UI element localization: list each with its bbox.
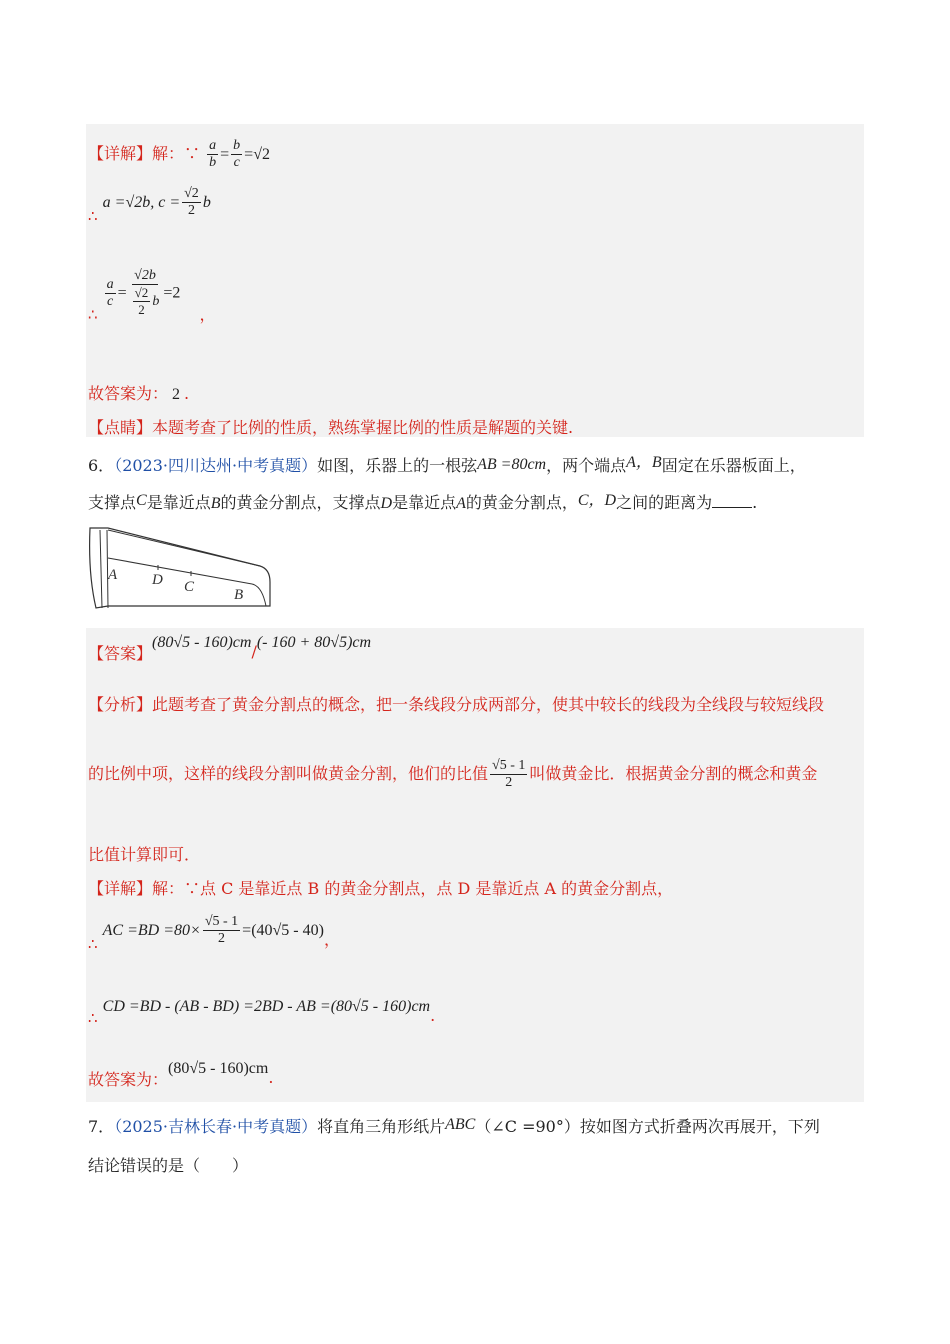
therefore-symbol: ∴ (88, 305, 98, 324)
label-c: C (184, 579, 195, 595)
q5-point-tag: 【点睛】 (88, 418, 153, 437)
q6-final-line (88, 1058, 273, 1090)
q5-eq1-rhs: =√2 (244, 146, 270, 163)
q5-eq3-rhs: =2 (163, 284, 181, 302)
q7-angle: （∠C =90°） (475, 1117, 580, 1136)
q7-text2: 按如图方式折叠两次再展开，下列 (579, 1117, 820, 1136)
q5-answer-prefix: 故答案为： (88, 384, 169, 403)
instrument-string-figure (84, 524, 276, 612)
golden-ratio-fraction: $\frac{√5 - 1}{2}$ (492, 758, 526, 790)
therefore-symbol: ∴ (88, 1009, 98, 1027)
q6-analysis2a: 的比例中项，这样的线段分割叫做黄金分割，他们的比值 (88, 764, 489, 783)
q5-point-text: 本题考查了比例的性质，熟练掌握比例的性质是解题的关键. (152, 418, 574, 437)
q6-eq2-line (88, 996, 435, 1027)
point-d: D (380, 495, 393, 512)
q5-detail-start: 解： (152, 144, 185, 163)
q7-text1: 将直角三角形纸片 (317, 1117, 446, 1136)
q6-text2: ，两个端点 (546, 456, 627, 475)
q6-eq1-lhs: AC =BD =80× (102, 922, 201, 939)
q6-line2-c: 的黄金分割点，支撑点 (220, 493, 381, 512)
q6-final-value: (80√5 - 160)cm (168, 1060, 269, 1077)
q6-answer-sep: / (251, 642, 257, 661)
q5-answer-end: . (184, 384, 190, 403)
q6-eq2-end: . (430, 1006, 436, 1025)
fraction-a-over-c: $\frac{a}{c}$ (106, 276, 114, 309)
q6-detail-line (88, 876, 673, 899)
label-d: D (152, 572, 163, 588)
therefore-symbol: ∴ (88, 207, 98, 225)
q6-final-end: . (268, 1068, 274, 1087)
fraction-a-over-b: $\frac{a}{b}$ (209, 138, 217, 170)
string-ab (108, 558, 252, 584)
q6-analysis-tag: 【分析】 (88, 695, 153, 714)
point-b: B (210, 495, 221, 512)
q5-answer-line (88, 381, 189, 404)
q5-answer-value: 2 (172, 386, 181, 403)
instrument-inner-edge-1 (100, 530, 102, 608)
q6-number: 6． (88, 456, 115, 475)
q7-stem-line2 (88, 1153, 248, 1176)
q5-eq2-a: a =√2b, c = (102, 194, 181, 211)
q6-eq1-line (88, 914, 340, 953)
q5-complex-fraction: √2b $\frac{√2}{2}$ b (134, 268, 160, 317)
instrument-top-line (108, 530, 260, 566)
q6-line2-a: 支撑点 (88, 493, 137, 512)
q6-answer-expr2: (- 160 + 80√5)cm (256, 634, 372, 651)
instrument-end-curve (252, 584, 266, 606)
q6-analysis-line1 (88, 692, 824, 715)
q6-ab-eq: AB =80cm (477, 456, 547, 473)
q6-analysis1: 此题考查了黄金分割点的概念，把一条线段分成两部分，使其中较长的线段为全线段与较短线段 (152, 695, 825, 714)
q5-eq3-comma: ， (199, 304, 216, 324)
q7-line2: 结论错误的是（ ） (88, 1156, 249, 1175)
q6-line2-e: 的黄金分割点， (465, 493, 578, 512)
point-c: C (136, 492, 147, 509)
q6-line2-end: . (752, 493, 758, 512)
q6-source: （2023·四川达州·中考真题） (114, 456, 318, 475)
q6-stem-line2 (88, 487, 757, 513)
q6-analysis-line2 (88, 758, 817, 791)
q6-analysis3: 比值计算即可． (88, 845, 201, 864)
point-a: A (456, 495, 466, 512)
q6-answer-line (88, 632, 371, 664)
q5-eq2-line (88, 186, 211, 225)
q5-eq3-line: ∴ $\frac{a}{c}$ = √2b $\frac{√2}{2}$ b =2 ， (88, 268, 216, 324)
q6-analysis2b: 叫做黄金比．根据黄金分割的概念和黄金 (529, 764, 818, 783)
q6-final-prefix: 故答案为： (88, 1070, 169, 1089)
q6-line2-f: 之间的距离为 (616, 493, 713, 512)
because-symbol: ∵ (184, 144, 201, 163)
q7-number: 7． (88, 1117, 115, 1136)
q6-points-ab: A，B (626, 454, 662, 471)
q7-abc: ABC (445, 1116, 476, 1133)
q6-analysis-line3 (88, 842, 200, 865)
q6-eq1-end: ， (323, 930, 340, 949)
q6-detail-tag: 【详解】 (88, 879, 153, 898)
points-cd: C，D (577, 492, 617, 509)
q5-eq2-b: b (202, 194, 211, 211)
answer-blank (712, 495, 752, 508)
q6-eq2: CD =BD - (AB - BD) =2BD - AB =(80√5 - 160)cm (102, 998, 431, 1015)
label-a: A (108, 567, 118, 583)
q6-eq1-fraction: $\frac{√5 - 1}{2}$ (204, 914, 239, 946)
q6-eq1-rhs: =(40√5 - 40) (242, 922, 324, 939)
q6-line2-b: 是靠近点 (146, 493, 211, 512)
q6-stem-line1 (88, 449, 806, 476)
label-b: B (234, 587, 244, 603)
q6-detail1: 解：∵点 C 是靠近点 B 的黄金分割点，点 D 是靠近点 A 的黄金分割点， (152, 879, 674, 898)
q6-text1: 如图，乐器上的一根弦 (317, 456, 478, 475)
q6-answer-tag: 【答案】 (88, 644, 153, 663)
q5-eq2-fraction: $\frac{√2}{2}$ (184, 186, 199, 218)
q5-point-line (88, 415, 573, 438)
q6-answer-expr1: (80√5 - 160)cm (152, 634, 252, 651)
q7-source: （2025·吉林长春·中考真题） (114, 1117, 318, 1136)
q5-detail-line: 【详解】解：∵ $\frac{a}{b}$ = $\frac{b}{c}$ =√2 (88, 138, 270, 170)
q6-line2-d: 是靠近点 (392, 493, 457, 512)
fraction-b-over-c: $\frac{b}{c}$ (233, 138, 241, 170)
q5-detail-tag: 【详解】 (88, 144, 153, 163)
q6-text3: 固定在乐器板面上， (661, 456, 806, 475)
therefore-symbol: ∴ (88, 935, 98, 953)
q7-stem-line1 (88, 1114, 820, 1137)
